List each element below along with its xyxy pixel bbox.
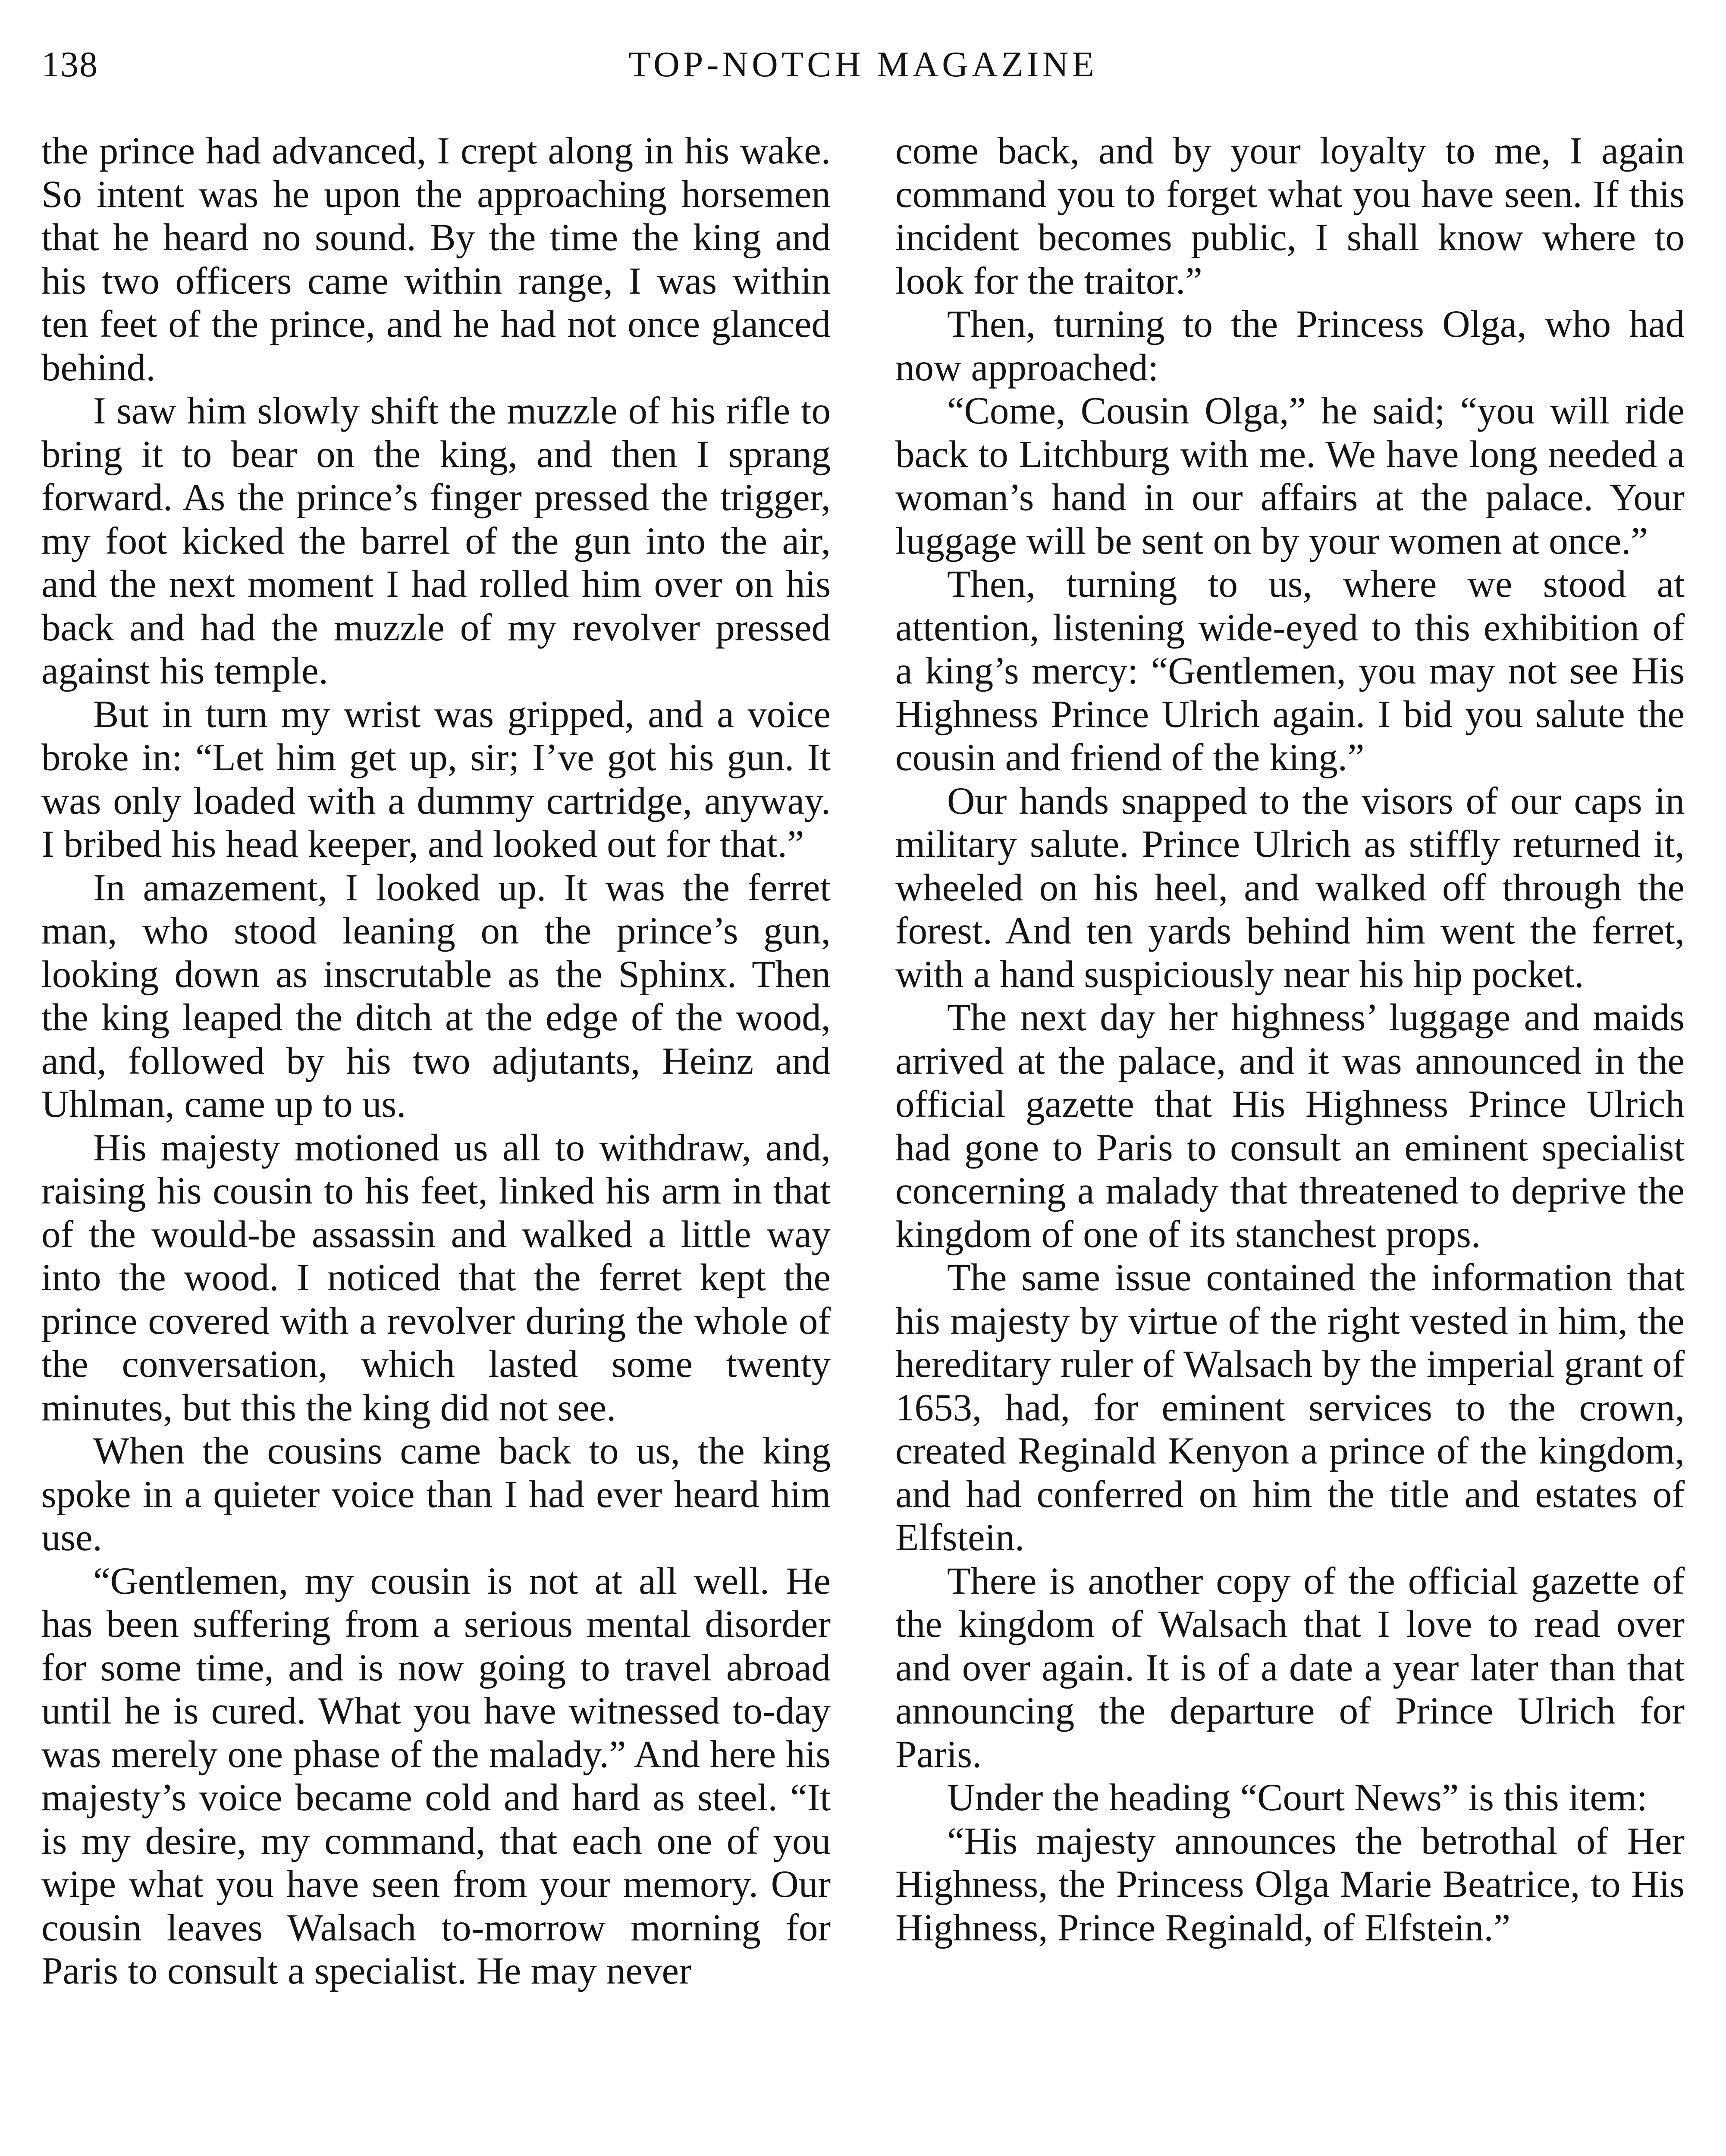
right-column: [895, 129, 1685, 1993]
paragraph: The same issue contained the information that his majesty by virtue of the right vested in him, the hereditary ruler of Walsach by the imperial grant of 1653, had, for eminent services to the crown, created Reginald Kenyon a prince of the kingdom, and had conferred on him the title and estates of Elfstein.: [895, 1257, 1685, 1559]
page-number: 138: [41, 44, 98, 85]
paragraph: Under the heading “Court News” is this item:: [947, 1777, 1648, 1819]
paragraph: come back, and by your loyalty to me, I again command you to forget what you have seen. If this incident becomes public, I shall know where to look for the traitor.”: [895, 130, 1685, 302]
page-header: [41, 43, 1685, 95]
paragraph: Then, turning to us, where we stood at attention, listening wide-eyed to this exhibition of a king’s mercy: “Gentlemen, you may not see His Highness Prince Ulrich again. I bid you salute the cousin and friend of the king.”: [895, 563, 1685, 779]
paragraph: Our hands snapped to the visors of our caps in military salute. Prince Ulrich as stiffly returned it, wheeled on his heel, and walked off through the forest. And ten yards behind him went the ferret, with a hand suspiciously near his hip pocket.: [895, 780, 1685, 996]
paragraph: “Gentlemen, my cousin is not at all well. He has been suffering from a serious mental disorder for some time, and is now going to travel abroad until he is cured. What you have witnessed to-day was merely one phase of the malady.” And here his majesty’s voice became cold and hard as steel. “It is my desire, my command, that each one of you wipe what you have seen from your memory. Our cousin leaves Walsach to-morrow morning for Paris to consult a specialist. He may never: [41, 1560, 831, 1992]
paragraph: When the cousins came back to us, the king spoke in a quieter voice than I had ever heard him use.: [41, 1430, 831, 1559]
paragraph: But in turn my wrist was gripped, and a voice broke in: “Let him get up, sir; I’ve got his gun. It was only loaded with a dummy cartridge, anyway. I bribed his head keeper, and looked out for that.”: [41, 693, 831, 865]
running-title: TOP-NOTCH MAGAZINE: [628, 44, 1098, 85]
paragraph: “His majesty announces the betrothal of Her Highness, the Princess Olga Marie Beatrice, to His Highness, Prince Reginald, of Elfstein.”: [895, 1820, 1685, 1949]
paragraph: I saw him slowly shift the muzzle of his rifle to bring it to bear on the king, and then I sprang forward. As the prince’s finger pressed the trigger, my foot kicked the barrel of the gun into the air, and the next moment I had rolled him over on his back and had the muzzle of my revolver pressed against his temple.: [41, 390, 831, 692]
paragraph: His majesty motioned us all to withdraw, and, raising his cousin to his feet, linked his arm in that of the would-be assassin and walked a little way into the wood. I noticed that the ferret kept the prince covered with a revolver during the whole of the conversation, which lasted some twenty minutes, but this the king did not see.: [41, 1126, 831, 1429]
left-column: [41, 129, 831, 1993]
paragraph: “Come, Cousin Olga,” he said; “you will ride back to Litchburg with me. We have long needed a woman’s hand in our affairs at the palace. Your luggage will be sent on by your women at once.”: [895, 390, 1685, 562]
paragraph: In amazement, I looked up. It was the ferret man, who stood leaning on the prince’s gun, looking down as inscrutable as the Sphinx. Then the king leaped the ditch at the edge of the wood, and, followed by his two adjutants, Heinz and Uhlman, came up to us.: [41, 866, 831, 1125]
paragraph: Then, turning to the Princess Olga, who had now approached:: [895, 303, 1685, 389]
paragraph: There is another copy of the official gazette of the kingdom of Walsach that I love to read over and over again. It is of a date a year later than that announcing the departure of Prince Ulrich for Paris.: [895, 1560, 1685, 1776]
text-columns: [41, 129, 1685, 1993]
paragraph: The next day her highness’ luggage and maids arrived at the palace, and it was announced in the official gazette that His Highness Prince Ulrich had gone to Paris to consult an eminent specialist concerning a malady that threatened to deprive the kingdom of one of its stanchest props.: [895, 997, 1685, 1256]
paragraph: the prince had advanced, I crept along in his wake. So intent was he upon the approaching horsemen that he heard no sound. By the time the king and his two officers came within range, I was within ten feet of the prince, and he had not once glanced behind.: [41, 130, 831, 389]
